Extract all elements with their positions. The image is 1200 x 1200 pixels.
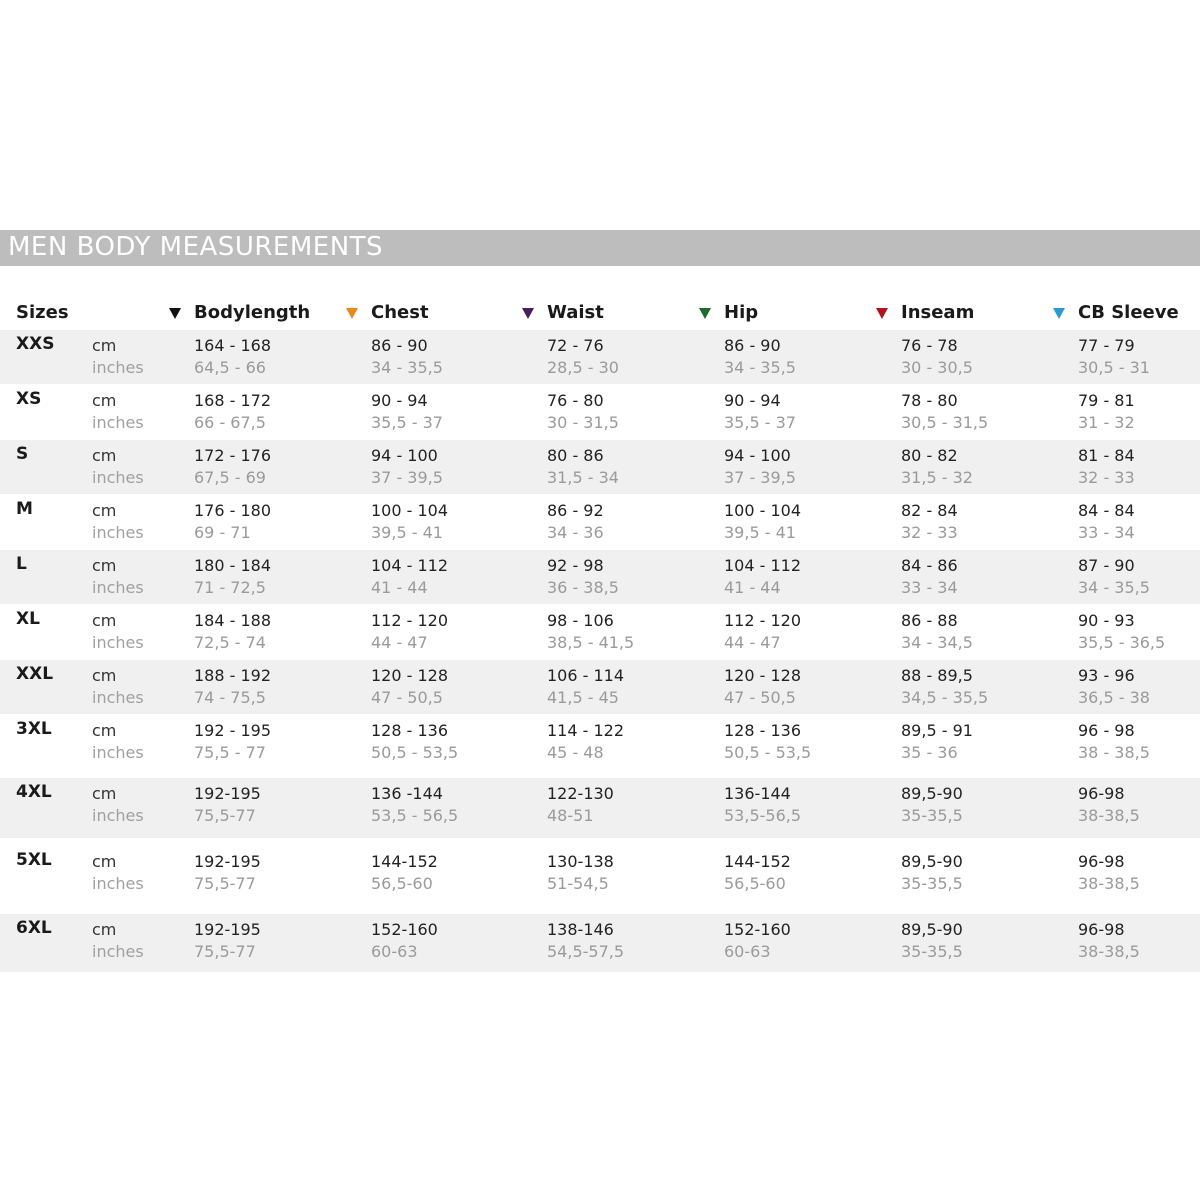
value-cm: 112 - 120 [724,611,802,630]
value-inches: 67,5 - 69 [194,468,266,487]
table-row [0,715,1200,773]
unit-cm-label: cm [92,721,117,740]
value-inches: 47 - 50,5 [724,688,796,707]
value-inches: 38-38,5 [1078,942,1140,961]
value-cm: 96-98 [1078,784,1125,803]
value-inches: 30 - 31,5 [547,413,619,432]
triangle-marker-icon [1053,308,1065,319]
value-cm: 122-130 [547,784,614,803]
value-inches: 45 - 48 [547,743,604,762]
value-inches: 41 - 44 [371,578,428,597]
value-cm: 144-152 [724,852,791,871]
value-inches: 64,5 - 66 [194,358,266,377]
unit-inches-label: inches [92,806,144,825]
size-label: XXL [16,664,54,684]
value-cm: 120 - 128 [371,666,449,685]
unit-inches-label: inches [92,468,144,487]
unit-cm-label: cm [92,446,117,465]
table-row [0,846,1200,906]
value-inches: 41,5 - 45 [547,688,619,707]
value-cm: 88 - 89,5 [901,666,973,685]
value-cm: 96 - 98 [1078,721,1135,740]
page-title: MEN BODY MEASUREMENTS [8,232,384,262]
unit-inches-label: inches [92,688,144,707]
value-inches: 66 - 67,5 [194,413,266,432]
value-cm: 82 - 84 [901,501,958,520]
value-cm: 84 - 86 [901,556,958,575]
triangle-marker-icon [699,308,711,319]
value-inches: 30,5 - 31 [1078,358,1150,377]
size-label: 6XL [16,918,52,938]
value-cm: 90 - 94 [724,391,781,410]
value-cm: 89,5 - 91 [901,721,973,740]
size-label: L [16,554,27,574]
value-inches: 35,5 - 36,5 [1078,633,1166,652]
title-bar [0,230,1200,266]
value-cm: 80 - 86 [547,446,604,465]
size-label: 5XL [16,850,52,870]
value-cm: 79 - 81 [1078,391,1135,410]
value-cm: 89,5-90 [901,920,963,939]
value-inches: 34 - 35,5 [371,358,443,377]
value-inches: 31 - 32 [1078,413,1135,432]
unit-inches-label: inches [92,523,144,542]
value-cm: 188 - 192 [194,666,272,685]
value-inches: 47 - 50,5 [371,688,443,707]
value-cm: 90 - 94 [371,391,428,410]
size-label: 4XL [16,782,52,802]
table-row [0,495,1200,549]
value-inches: 38-38,5 [1078,806,1140,825]
value-cm: 86 - 88 [901,611,958,630]
value-cm: 104 - 112 [724,556,802,575]
value-cm: 192-195 [194,852,261,871]
value-cm: 114 - 122 [547,721,625,740]
value-inches: 41 - 44 [724,578,781,597]
value-cm: 78 - 80 [901,391,958,410]
table-row [0,550,1200,604]
value-inches: 75,5-77 [194,942,256,961]
unit-cm-label: cm [92,336,117,355]
value-inches: 35,5 - 37 [724,413,796,432]
value-inches: 60-63 [371,942,418,961]
header-waist: Waist [547,302,604,323]
value-cm: 104 - 112 [371,556,449,575]
triangle-marker-icon [169,308,181,319]
value-inches: 74 - 75,5 [194,688,266,707]
value-inches: 34 - 36 [547,523,604,542]
triangle-marker-icon [346,308,358,319]
value-inches: 60-63 [724,942,771,961]
value-inches: 54,5-57,5 [547,942,625,961]
value-inches: 50,5 - 53,5 [371,743,459,762]
triangle-marker-icon [876,308,888,319]
value-cm: 77 - 79 [1078,336,1135,355]
value-inches: 36 - 38,5 [547,578,619,597]
value-inches: 31,5 - 32 [901,468,973,487]
unit-cm-label: cm [92,852,117,871]
value-inches: 36,5 - 38 [1078,688,1150,707]
value-cm: 136 -144 [371,784,443,803]
value-cm: 192-195 [194,784,261,803]
unit-inches-label: inches [92,358,144,377]
value-inches: 28,5 - 30 [547,358,619,377]
value-cm: 128 - 136 [724,721,802,740]
value-cm: 96-98 [1078,920,1125,939]
value-inches: 34,5 - 35,5 [901,688,989,707]
value-inches: 75,5 - 77 [194,743,266,762]
header-chest: Chest [371,302,429,323]
unit-inches-label: inches [92,413,144,432]
value-cm: 192-195 [194,920,261,939]
value-inches: 44 - 47 [724,633,781,652]
value-cm: 89,5-90 [901,784,963,803]
value-cm: 180 - 184 [194,556,272,575]
value-cm: 86 - 90 [371,336,428,355]
value-inches: 53,5 - 56,5 [371,806,459,825]
value-cm: 80 - 82 [901,446,958,465]
value-inches: 33 - 34 [901,578,958,597]
value-cm: 144-152 [371,852,438,871]
triangle-marker-icon [522,308,534,319]
value-inches: 69 - 71 [194,523,251,542]
size-label: 3XL [16,719,52,739]
value-cm: 96-98 [1078,852,1125,871]
value-cm: 112 - 120 [371,611,449,630]
unit-cm-label: cm [92,501,117,520]
value-inches: 32 - 33 [1078,468,1135,487]
value-cm: 128 - 136 [371,721,449,740]
value-inches: 56,5-60 [371,874,433,893]
value-inches: 38,5 - 41,5 [547,633,635,652]
value-cm: 94 - 100 [724,446,791,465]
value-cm: 168 - 172 [194,391,272,410]
value-inches: 35-35,5 [901,806,963,825]
unit-inches-label: inches [92,942,144,961]
value-cm: 106 - 114 [547,666,625,685]
table-row [0,330,1200,384]
value-cm: 84 - 84 [1078,501,1135,520]
value-cm: 94 - 100 [371,446,438,465]
value-inches: 33 - 34 [1078,523,1135,542]
unit-cm-label: cm [92,784,117,803]
header-sizes: Sizes [16,302,69,323]
value-inches: 34 - 35,5 [724,358,796,377]
value-inches: 37 - 39,5 [724,468,796,487]
value-cm: 72 - 76 [547,336,604,355]
value-inches: 44 - 47 [371,633,428,652]
value-cm: 98 - 106 [547,611,614,630]
value-cm: 100 - 104 [724,501,802,520]
value-inches: 48-51 [547,806,594,825]
size-label: S [16,444,29,464]
value-inches: 30 - 30,5 [901,358,973,377]
size-label: M [16,499,33,519]
table-row [0,914,1200,972]
value-inches: 72,5 - 74 [194,633,266,652]
size-label: XL [16,609,40,629]
unit-cm-label: cm [92,920,117,939]
value-cm: 87 - 90 [1078,556,1135,575]
header-bodylength: Bodylength [194,302,311,323]
unit-inches-label: inches [92,633,144,652]
value-cm: 100 - 104 [371,501,449,520]
unit-cm-label: cm [92,611,117,630]
unit-inches-label: inches [92,743,144,762]
value-cm: 152-160 [371,920,438,939]
value-cm: 93 - 96 [1078,666,1135,685]
header-cb-sleeve: CB Sleeve [1078,302,1179,323]
value-inches: 39,5 - 41 [371,523,443,542]
value-cm: 90 - 93 [1078,611,1135,630]
value-cm: 176 - 180 [194,501,272,520]
value-inches: 39,5 - 41 [724,523,796,542]
value-cm: 86 - 90 [724,336,781,355]
value-inches: 53,5-56,5 [724,806,802,825]
value-inches: 32 - 33 [901,523,958,542]
value-inches: 56,5-60 [724,874,786,893]
size-label: XXS [16,334,55,354]
value-inches: 31,5 - 34 [547,468,619,487]
value-cm: 76 - 80 [547,391,604,410]
table-row [0,778,1200,838]
header-inseam: Inseam [901,302,975,323]
value-cm: 152-160 [724,920,791,939]
value-inches: 34 - 35,5 [1078,578,1150,597]
value-inches: 51-54,5 [547,874,609,893]
value-cm: 138-146 [547,920,614,939]
value-inches: 35-35,5 [901,942,963,961]
value-inches: 50,5 - 53,5 [724,743,812,762]
value-inches: 38 - 38,5 [1078,743,1150,762]
table-row [0,660,1200,714]
value-cm: 130-138 [547,852,614,871]
table-header [0,298,1200,328]
value-inches: 37 - 39,5 [371,468,443,487]
table-row [0,385,1200,439]
unit-inches-label: inches [92,578,144,597]
value-inches: 38-38,5 [1078,874,1140,893]
value-cm: 192 - 195 [194,721,272,740]
unit-cm-label: cm [92,666,117,685]
value-inches: 35 - 36 [901,743,958,762]
value-cm: 120 - 128 [724,666,802,685]
value-inches: 75,5-77 [194,874,256,893]
value-cm: 86 - 92 [547,501,604,520]
value-inches: 35,5 - 37 [371,413,443,432]
value-cm: 184 - 188 [194,611,272,630]
value-inches: 34 - 34,5 [901,633,973,652]
value-cm: 136-144 [724,784,791,803]
table-row [0,605,1200,659]
value-cm: 76 - 78 [901,336,958,355]
value-inches: 71 - 72,5 [194,578,266,597]
unit-cm-label: cm [92,556,117,575]
table-row [0,440,1200,494]
value-inches: 75,5-77 [194,806,256,825]
value-cm: 81 - 84 [1078,446,1135,465]
value-inches: 35-35,5 [901,874,963,893]
unit-cm-label: cm [92,391,117,410]
value-cm: 164 - 168 [194,336,272,355]
unit-inches-label: inches [92,874,144,893]
value-cm: 92 - 98 [547,556,604,575]
value-inches: 30,5 - 31,5 [901,413,989,432]
header-hip: Hip [724,302,759,323]
value-cm: 89,5-90 [901,852,963,871]
size-label: XS [16,389,42,409]
value-cm: 172 - 176 [194,446,272,465]
